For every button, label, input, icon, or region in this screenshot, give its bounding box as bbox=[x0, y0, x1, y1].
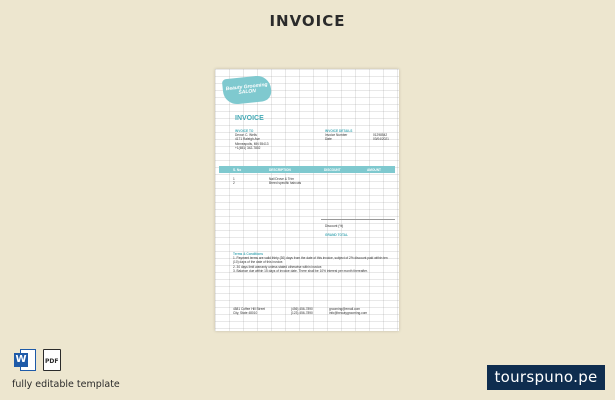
terms-block bbox=[233, 252, 393, 273]
editable-caption: fully editable template bbox=[12, 379, 120, 390]
items-table-header bbox=[219, 166, 395, 173]
word-icon bbox=[14, 349, 36, 371]
detail-value: 01298542 bbox=[373, 133, 388, 138]
client-address: 4171 Raleigh Ave bbox=[235, 137, 260, 142]
invoice-heading: INVOICE bbox=[235, 115, 264, 122]
pdf-label: PDF bbox=[45, 358, 59, 365]
discount-label: Discount (%) bbox=[325, 224, 344, 228]
col-header: DESCRIPTION bbox=[269, 167, 291, 172]
col-header: DISCOUNT bbox=[324, 167, 341, 172]
invoice-to-label: INVOICE TO bbox=[235, 129, 254, 133]
totals-box bbox=[321, 219, 395, 240]
grand-total-label: GRAND TOTAL bbox=[325, 233, 348, 237]
item-desc: Breed specific haircuts bbox=[269, 181, 302, 186]
invoice-details-block bbox=[325, 129, 389, 142]
pdf-icon bbox=[43, 349, 61, 371]
footer-phone: (456) 456-7890 bbox=[291, 307, 313, 311]
client-city: Minneapolis, MN 55413 bbox=[235, 141, 269, 146]
invoice-to-block bbox=[235, 129, 269, 150]
client-phone: +1(651) 342-7802 bbox=[235, 145, 261, 150]
table-row bbox=[233, 181, 302, 186]
word-letter: W bbox=[15, 354, 27, 365]
detail-row bbox=[325, 137, 389, 142]
page-title: INVOICE bbox=[269, 12, 346, 30]
item-desc: Nail Drove & Trim bbox=[269, 177, 294, 181]
item-no: 2 bbox=[233, 181, 235, 186]
salon-logo bbox=[222, 75, 272, 106]
col-header: AMOUNT bbox=[367, 167, 381, 172]
invoice-details-label: INVOICE DETAILS bbox=[325, 129, 353, 133]
file-format-icons bbox=[14, 349, 61, 371]
items-table-body bbox=[233, 177, 302, 186]
footer-address: 4581 Coffee Hill Street bbox=[233, 307, 266, 311]
invoice-document-preview[interactable] bbox=[215, 69, 399, 331]
col-header: S. No bbox=[233, 167, 242, 172]
terms-item: 1. Payment terms are valid thirty (30) days from the date of this invoice, subject of 2% discount paid within ten (10) days of the date of this invoice. bbox=[233, 256, 388, 265]
footer-block bbox=[233, 307, 393, 315]
terms-item: 2. 30 days limit warranty unless stated otherwise within invoice. bbox=[233, 264, 323, 269]
detail-value: 03/04/2021 bbox=[373, 137, 389, 142]
item-no: 1 bbox=[233, 177, 235, 181]
footer-address: City, State 48010 bbox=[233, 311, 258, 316]
logo-text: Beauty Grooming SALON bbox=[225, 81, 268, 96]
terms-item: 3. Balance due within 15 days of invoice date. There shall be 10% interest per month thereafter. bbox=[233, 268, 368, 273]
client-name: Devon C. Wells bbox=[235, 133, 257, 138]
terms-title: Terms & Conditions bbox=[233, 252, 264, 256]
footer-row bbox=[233, 311, 393, 315]
brand-badge[interactable]: tourspuno.pe bbox=[487, 365, 605, 390]
detail-label: Date bbox=[325, 137, 332, 142]
footer-email: info@beautygrooming.com bbox=[329, 311, 368, 316]
detail-label: Invoice Number bbox=[325, 133, 348, 138]
footer-phone: (123) 456-7890 bbox=[291, 311, 313, 316]
footer-email: grooming@email.com bbox=[329, 307, 361, 311]
